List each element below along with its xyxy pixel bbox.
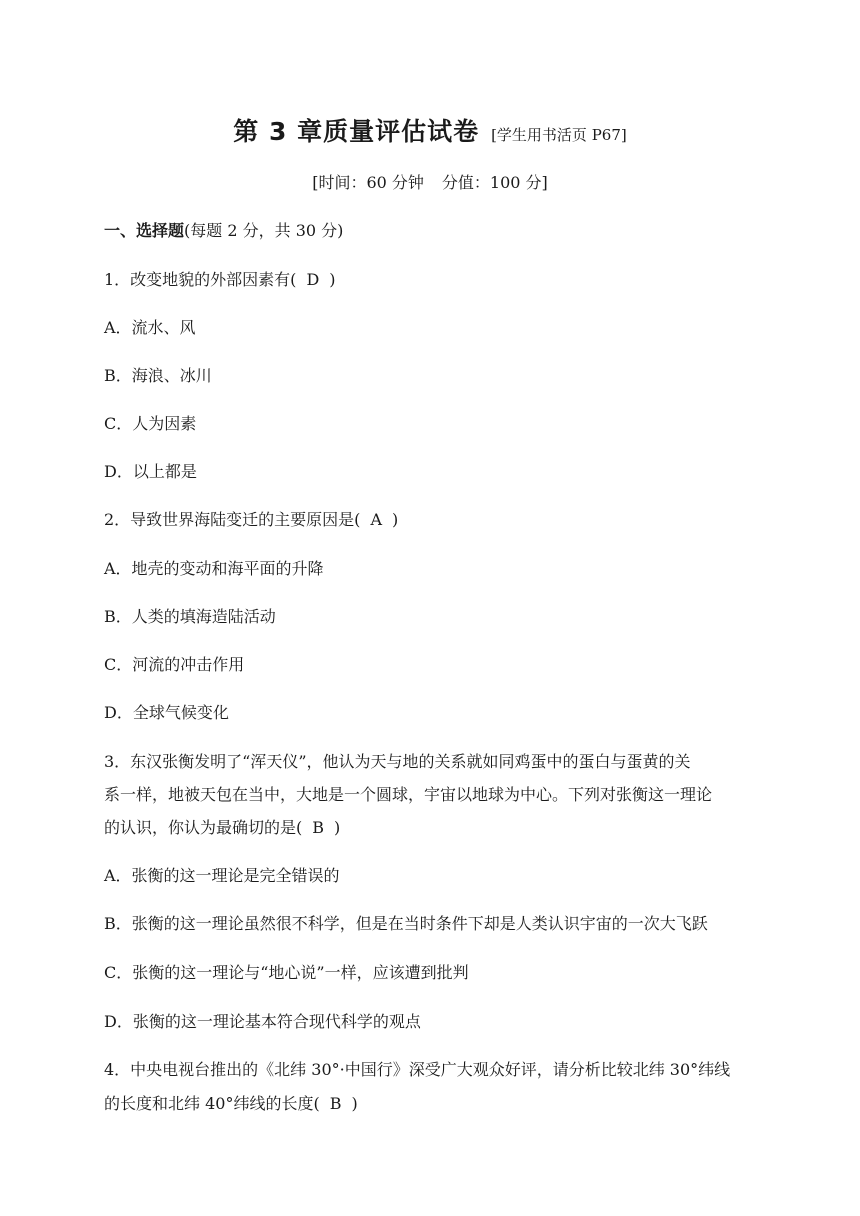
page-title: 第 3 章质量评估试卷	[233, 117, 480, 146]
option-item: B．张衡的这一理论虽然很不科学，但是在当时条件下却是人类认识宇宙的一次大飞跃	[104, 914, 708, 933]
option-item: A．张衡的这一理论是完全错误的	[104, 866, 340, 885]
option-item: D．张衡的这一理论基本符合现代科学的观点	[104, 1012, 421, 1031]
page-reference: [学生用书活页 P67]	[491, 126, 627, 144]
option-item: D．全球气候变化	[104, 703, 229, 722]
question-stem: 2．导致世界海陆变迁的主要原因是( A )	[104, 510, 399, 529]
answer-text: D	[306, 270, 320, 289]
option-item: B．海浪、冰川	[104, 366, 212, 385]
question-stem-line: 系一样，地被天包在当中，大地是一个圆球，宇宙以地球为中心。下列对张衡这一理论	[104, 785, 713, 804]
exam-score: 分值：100 分]	[441, 173, 548, 192]
option-item: C．人为因素	[104, 414, 197, 433]
option-item: B．人类的填海造陆活动	[104, 607, 276, 626]
section-note: (每题 2 分，共 30 分)	[184, 221, 344, 240]
question-stem: 1．改变地貌的外部因素有( D )	[104, 270, 336, 289]
answer-text: A	[370, 510, 382, 529]
question-stem: 的长度和北纬 40°纬线的长度( B )	[104, 1094, 358, 1113]
answer-text: B	[329, 1094, 342, 1113]
question-stem: 的认识，你认为最确切的是( B )	[104, 818, 341, 837]
exam-time: [时间：60 分钟	[312, 173, 424, 192]
option-item: A．流水、风	[104, 318, 196, 337]
question-stem-line: 3．东汉张衡发明了“浑天仪”，他认为天与地的关系就如同鸡蛋中的蛋白与蛋黄的关	[104, 752, 691, 771]
option-item: C．河流的冲击作用	[104, 655, 245, 674]
title-row	[0, 112, 860, 148]
question-stem-line: 4．中央电视台推出的《北纬 30°·中国行》深受广大观众好评，请分析比较北纬 30°纬线	[104, 1060, 731, 1079]
section-heading	[104, 218, 343, 241]
option-item: D．以上都是	[104, 462, 197, 481]
section-title: 一、选择题	[104, 221, 185, 240]
answer-text: B	[312, 818, 325, 837]
option-item: C．张衡的这一理论与“地心说”一样，应该遭到批判	[104, 963, 469, 982]
exam-meta	[0, 170, 860, 193]
option-item: A．地壳的变动和海平面的升降	[104, 559, 324, 578]
